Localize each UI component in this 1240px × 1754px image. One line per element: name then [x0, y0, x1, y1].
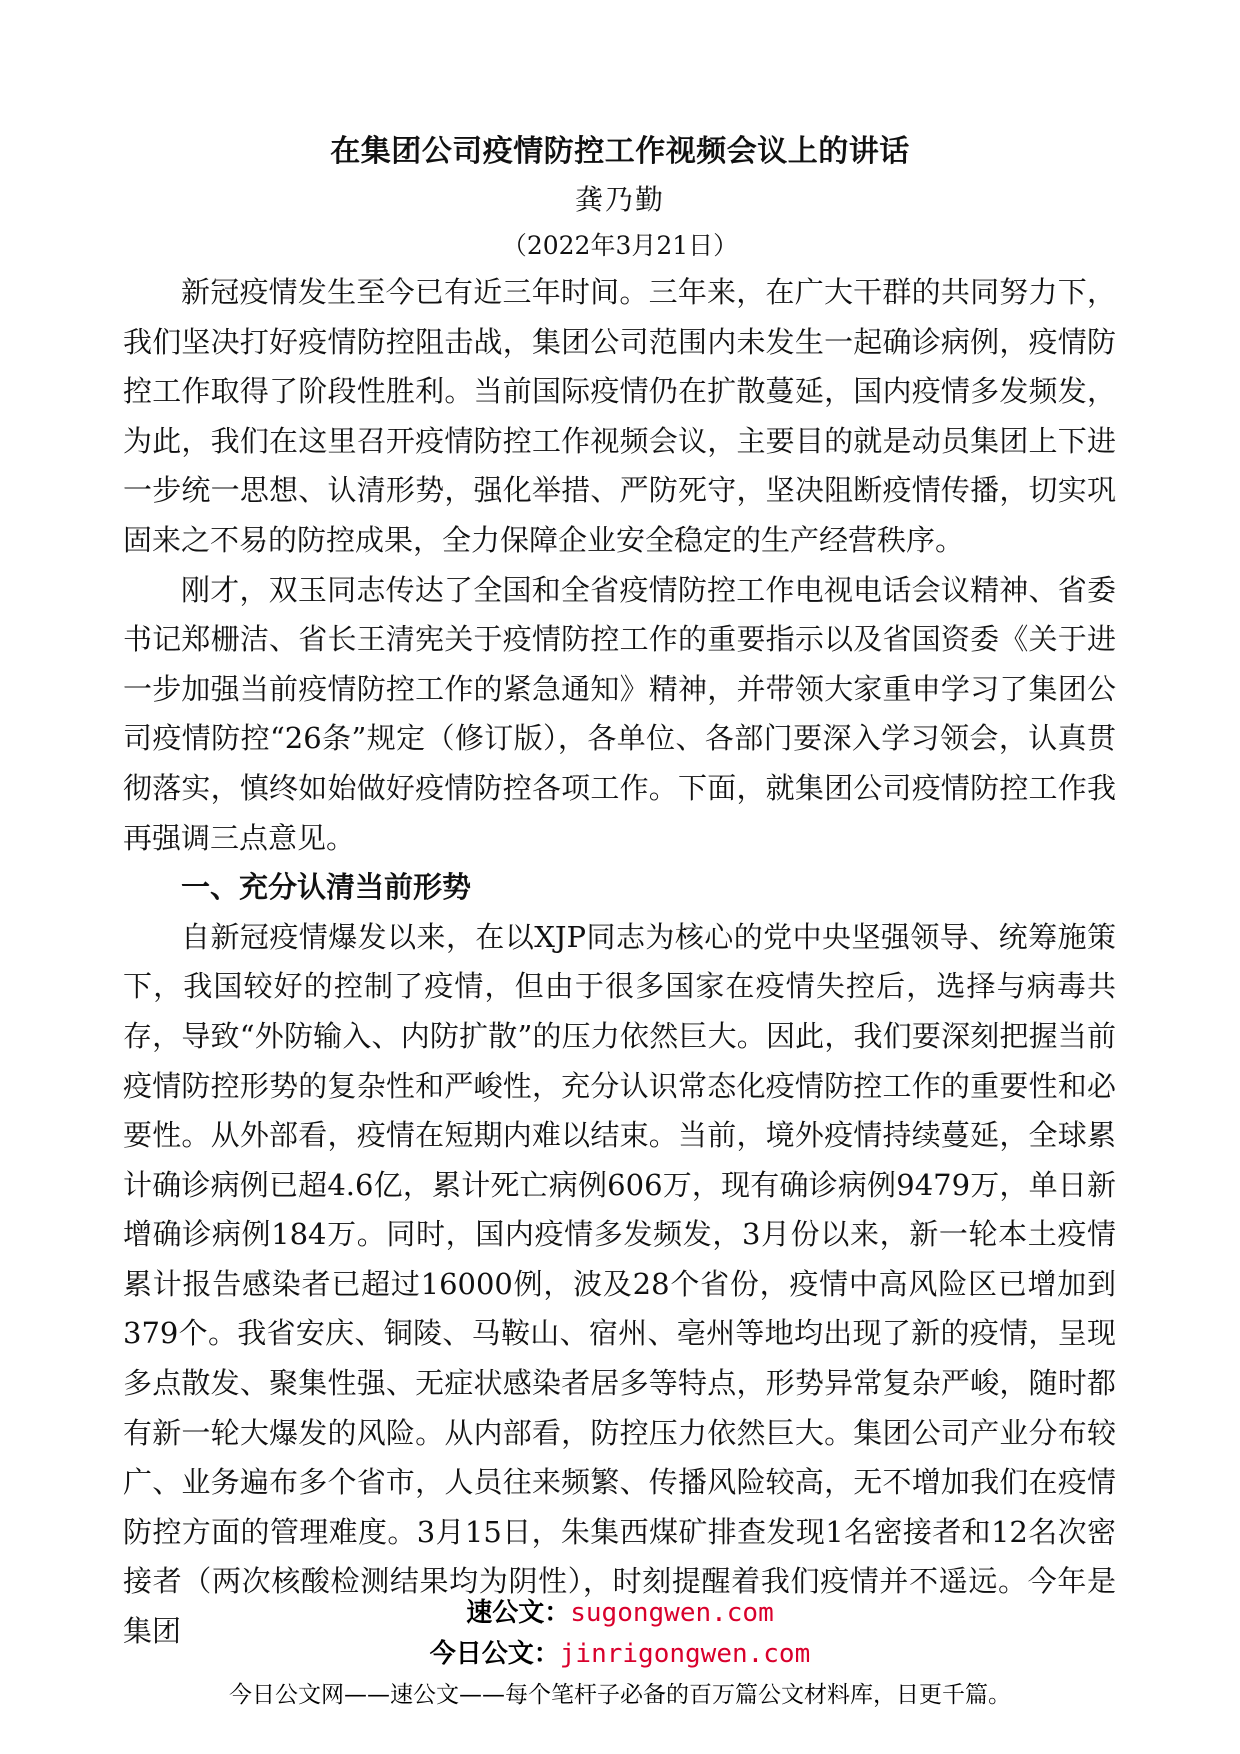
paragraph-intro: 新冠疫情发生至今已有近三年时间。三年来，在广大干群的共同努力下，我们坚决打好疫情防控阻击战，集团公司范围内未发生一起确诊病例，疫情防控工作取得了阶段性胜利。当前国际疫情仍在扩散蔓延，国内疫情多发频发，为此，我们在这里召开疫情防控工作视频会议，主要目的就是动员集团上下进一步统一思想、认清形势，强化举措、严防死守，坚决阻断疫情传播，切实巩固来之不易的防控成果，全力保障企业安全稳定的生产经营秩序。: [123, 275, 1116, 557]
document-title: 在集团公司疫情防控工作视频会议上的讲话: [330, 134, 910, 169]
paragraph-section-one: 自新冠疫情爆发以来，在以XJP同志为核心的党中央坚强领导、统筹施策下，我国较好的控制了疫情，但由于很多国家在疫情失控后，选择与病毒共存，导致“外防输入、内防扩散”的压力依然巨大。因此，我们要深刻把握当前疫情防控形势的复杂性和严峻性，充分认识常态化疫情防控工作的重要性和必要性。从外部看，疫情在短期内难以结束。当前，境外疫情持续蔓延，全球累计确诊病例已超4.6亿，累计死亡病例606万，现有确诊病例9479万，单日新增确诊病例184万。同时，国内疫情多发频发，3月份以来，新一轮本土疫情累计报告感染者已超过16000例，波及28个省份，疫情中高风险区已增加到379个。我省安庆、铜陵、马鞍山、宿州、亳州等地均出现了新的疫情，呈现多点散发、聚集性强、无症状感染者居多等特点，形势异常复杂严峻，随时都有新一轮大爆发的风险。从内部看，防控压力依然巨大。集团公司产业分布较广、业务遍布多个省市，人员往来频繁、传播风险较高，无不增加我们在疫情防控方面的管理难度。3月15日，朱集西煤矿排查发现1名密接者和12名次密接者（两次核酸检测结果均为阴性），时刻提醒着我们疫情并不遥远。今年是集团: [123, 919, 1116, 1649]
footer-link-sugongwen[interactable]: sugongwen.com: [570, 1598, 774, 1628]
footer-link-jinrigongwen[interactable]: jinrigongwen.com: [559, 1639, 811, 1669]
section-heading: 一、充分认清当前形势: [181, 870, 472, 905]
footer-line-jinrigongwen: [0, 1633, 1240, 1670]
footer-label-sugongwen: 速公文：: [466, 1598, 571, 1628]
footer-line-sugongwen: [0, 1592, 1240, 1629]
document-date: （2022年3月21日）: [501, 231, 739, 260]
footer-label-jinrigongwen: 今日公文：: [429, 1639, 560, 1669]
document-author: 龚乃勤: [574, 183, 665, 216]
document-body: [123, 268, 1116, 1657]
footer-slogan: 今日公文网——速公文——每个笔杆子必备的百万篇公文材料库，日更千篇。: [229, 1682, 1011, 1708]
paragraph-context: 刚才，双玉同志传达了全国和全省疫情防控工作电视电话会议精神、省委书记郑栅洁、省长王清宪关于疫情防控工作的重要指示以及省国资委《关于进一步加强当前疫情防控工作的紧急通知》精神，并带领大家重申学习了集团公司疫情防控“26条”规定（修订版），各单位、各部门要深入学习领会，认真贯彻落实，慎终如始做好疫情防控各项工作。下面，就集团公司疫情防控工作我再强调三点意见。: [123, 572, 1116, 855]
